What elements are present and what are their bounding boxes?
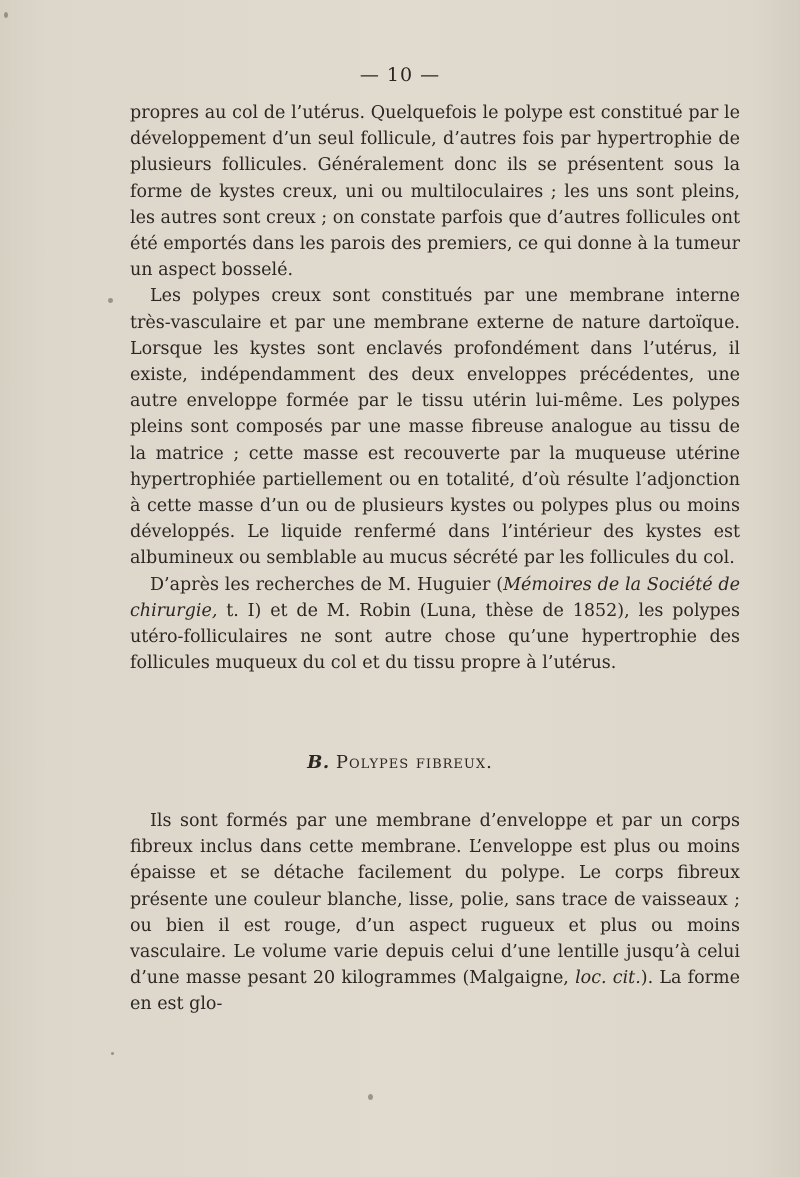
paragraph-4-text-b: ). La forme en est glo- — [130, 968, 740, 1015]
paragraph-4-text-a: Ils sont formés par une membrane d’enveloppe et par un corps fibreux inclus dans cette membrane. L’enveloppe est plus ou moins épaisse et se détache facilement du polype. Le corps fibreux présente une couleur blanche, lisse, polie, sans trace de vaisseaux ; ou bien il est rouge, d’un aspect rugueux et plus ou moins vasculaire. Le volume varie depuis celui d’une lentille jusqu’à celui d’une masse pesant 20 kilogrammes (Malgaigne, — [130, 811, 740, 989]
paper-speck — [108, 298, 113, 303]
paragraph-3-text-b: t. I) et de M. Robin (Luna, thèse de 1852), les polypes utéro-folliculaires ne sont autre chose qu’une hypertrophie des follicules muqueux du col et du tissu propre à l’utérus. — [130, 600, 740, 674]
paragraph-1: propres au col de l’utérus. Quelquefois le polype est constitué par le développement d’un seul follicule, d’autres fois par hypertrophie de plusieurs follicules. Généralement donc ils se présentent sous la forme de kystes creux, uni ou multiloculaires ; les uns sont pleins, les autres sont creux ; on constate parfois que d’autres follicules ont été emportés dans les parois des premiers, ce qui donne à la tumeur un aspect bosselé. — [130, 103, 740, 281]
paragraph-3 — [130, 572, 740, 677]
paper-speck — [368, 1094, 373, 1100]
paragraph-3-text-a: D’après les recherches de M. Huguier ( — [150, 574, 504, 595]
section-heading — [0, 752, 800, 773]
paragraph-2: Les polypes creux sont constitués par une membrane interne très-vasculaire et par une membrane externe de nature dartoïque. Lorsque les kystes sont enclavés profondément dans l’utérus, il existe, indépendamment des deux enveloppes précédentes, une autre enveloppe formée par le tissu utérin lui-même. Les polypes pleins sont composés par une masse fibreuse analogue au tissu de la matrice ; cette masse est recouverte par la muqueuse utérine hypertrophiée partiellement ou en totalité, d’où résulte l’adjonction à cette masse d’un ou de plusieurs kystes ou polypes plus ou moins développés. Le liquide renfermé dans l’intérieur des kystes est albumineux ou semblable au mucus sécrété par les follicules du col. — [130, 286, 740, 569]
paragraph-4 — [130, 808, 740, 1018]
citation-title: Mémoires de la Société de chirurgie, — [130, 574, 740, 621]
paper-speck — [4, 12, 8, 18]
text-block-top — [130, 100, 740, 676]
section-letter: B. — [307, 752, 330, 773]
citation-loc-cit: loc. cit. — [575, 968, 641, 989]
section-title: Polypes fibreux. — [335, 752, 493, 773]
text-block-bottom — [130, 808, 740, 1018]
paper-speck — [111, 1052, 114, 1055]
page-number: — 10 — — [359, 64, 441, 86]
